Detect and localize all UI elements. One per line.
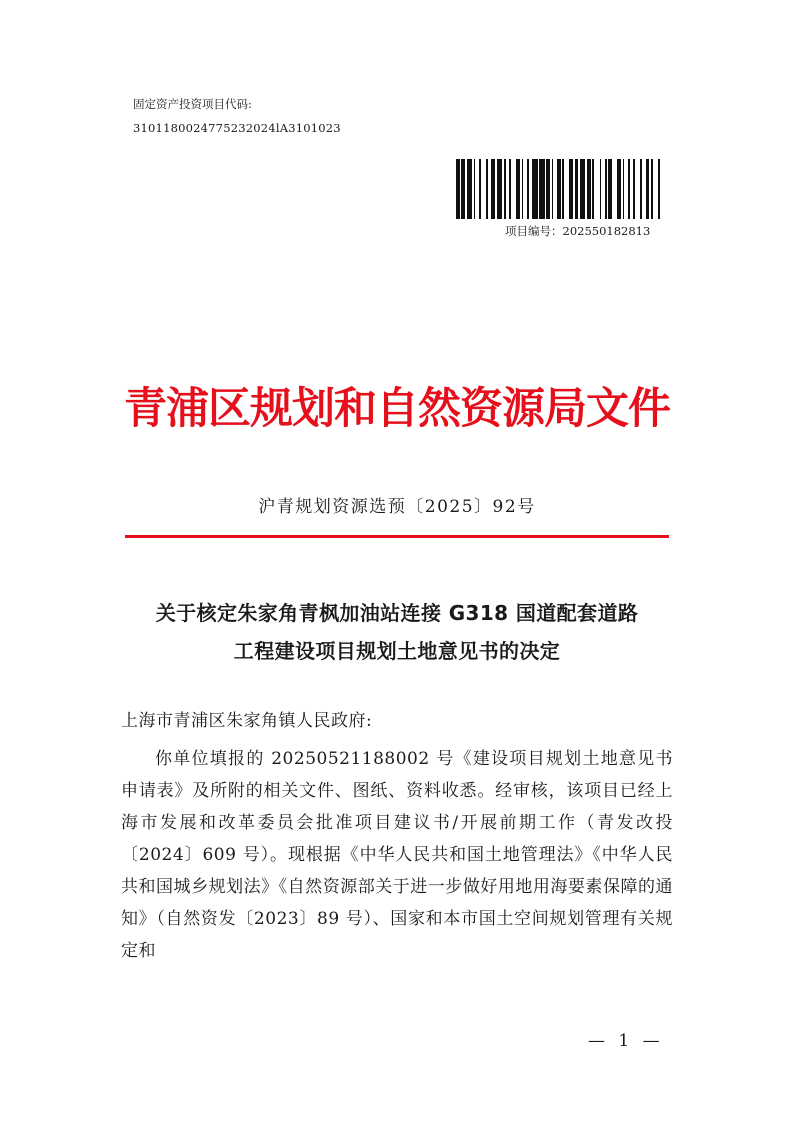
issuing-authority-title: 青浦区规划和自然资源局文件 <box>124 384 670 434</box>
document-subject <box>110 594 684 670</box>
project-number: 项目编号：202550182813 <box>505 224 651 238</box>
barcode <box>456 159 664 219</box>
page-number: — 1 — <box>588 1031 664 1051</box>
document-number: 沪青规划资源选预〔2025〕92号 <box>258 497 536 517</box>
subject-line-2: 工程建设项目规划土地意见书的决定 <box>233 639 561 663</box>
body-paragraph: 你单位填报的 20250521188002 号《建设项目规划土地意见书申请表》及所附的相关文件、图纸、资料收悉。经审核，该项目已经上海市发展和改革委员会批准项目建议书/开展前期工作（青发改投〔2024〕609 号）。现根据《中华人民共和国土地管理法》《中华人民共和国城乡规划法》《自然资源部关于进一步做好用地用海要素保障的通知》（自然资发〔2023〕89 号）、国家和本市国土空间规划管理有关规定和 <box>121 749 673 961</box>
investment-code-value: 3101180024775232024lA3101023 <box>133 121 341 135</box>
subject-line-1: 关于核定朱家角青枫加油站连接 G318 国道配套道路 <box>155 601 639 625</box>
salutation: 上海市青浦区朱家角镇人民政府: <box>121 711 373 731</box>
investment-code-label: 固定资产投资项目代码: <box>133 97 252 111</box>
red-divider-line <box>125 535 669 538</box>
barcode-space <box>660 159 664 219</box>
